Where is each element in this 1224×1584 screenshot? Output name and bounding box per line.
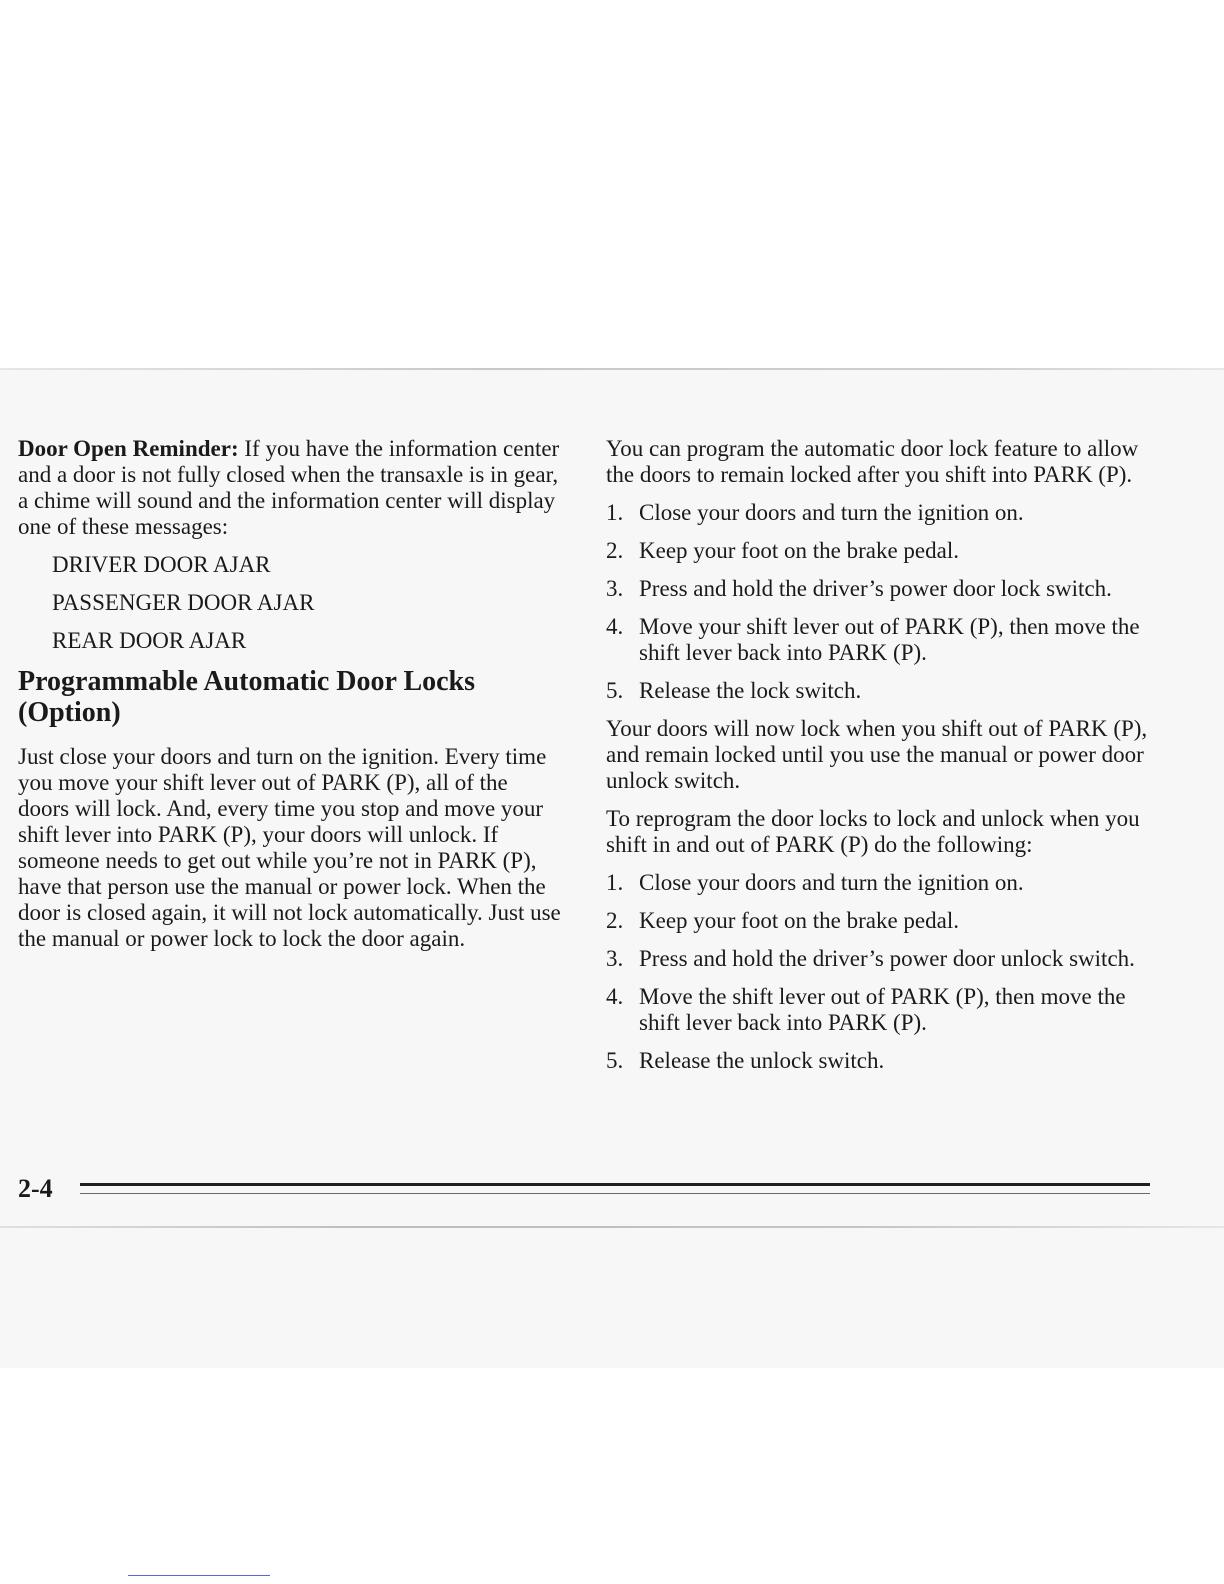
- program-steps-list: [606, 500, 1154, 704]
- list-item: [606, 678, 1154, 704]
- message-driver-door-ajar: DRIVER DOOR AJAR: [52, 552, 271, 577]
- section-heading: Programmable Automatic Door Locks (Option): [18, 666, 476, 728]
- list-item: [606, 538, 1154, 564]
- list-item: [606, 984, 1154, 1036]
- page-number: 2-4: [18, 1174, 53, 1203]
- door-open-reminder-lead: Door Open Reminder:: [18, 436, 239, 461]
- step-text: Keep your foot on the brake pedal.: [639, 538, 959, 563]
- step-text: Move the shift lever out of PARK (P), then move the shift lever back into PARK (P).: [639, 984, 1126, 1035]
- list-item: [606, 614, 1154, 666]
- right-column: [606, 436, 1154, 1086]
- reprogram-intro-paragraph: To reprogram the door locks to lock and unlock when you shift in and out of PARK (P) do the following:: [606, 806, 1140, 857]
- program-intro-paragraph: You can program the automatic door lock feature to allow the doors to remain locked after you shift into PARK (P).: [606, 436, 1139, 487]
- message-passenger-door-ajar: PASSENGER DOOR AJAR: [52, 590, 315, 615]
- step-number: 3.: [606, 946, 624, 971]
- step-text: Press and hold the driver’s power door lock switch.: [639, 576, 1112, 601]
- step-number: 5.: [606, 1048, 624, 1073]
- list-item: [606, 946, 1154, 972]
- section-body-paragraph: Just close your doors and turn on the ignition. Every time you move your shift lever out of PARK (P), all of the doors will lock. And, every time you stop and move your shift lever into PARK (P), your doors will unlock. If someone needs to get out while you’re not in PARK (P), have that person use the manual or power lock. When the door is closed again, it will not lock automatically. Just use the manual or power lock to lock the door again.: [18, 744, 561, 951]
- band-bottom-rule: [0, 1226, 1224, 1228]
- bottom-underline: [128, 1575, 270, 1576]
- step-text: Move your shift lever out of PARK (P), then move the shift lever back into PARK (P).: [639, 614, 1140, 665]
- band-top-rule: [0, 368, 1224, 370]
- step-text: Close your doors and turn the ignition on.: [639, 870, 1024, 895]
- step-number: 5.: [606, 678, 624, 703]
- reprogram-steps-list: [606, 870, 1154, 1074]
- step-number: 1.: [606, 500, 624, 525]
- step-number: 1.: [606, 870, 624, 895]
- door-open-reminder-paragraph: [18, 436, 563, 540]
- step-number: 3.: [606, 576, 624, 601]
- step-number: 4.: [606, 984, 624, 1009]
- step-number: 2.: [606, 538, 624, 563]
- list-item: [606, 576, 1154, 602]
- step-text: Release the unlock switch.: [639, 1048, 885, 1073]
- list-item: [606, 870, 1154, 896]
- step-number: 2.: [606, 908, 624, 933]
- message-rear-door-ajar: REAR DOOR AJAR: [52, 628, 247, 653]
- left-column: [18, 436, 563, 964]
- step-text: Keep your foot on the brake pedal.: [639, 908, 959, 933]
- list-item: [606, 500, 1154, 526]
- list-item: [606, 908, 1154, 934]
- door-open-reminder-body: If you have the information center and a door is not fully closed when the transaxle is in gear, a chime will sound and the information center will display one of these messages:: [18, 436, 560, 539]
- step-text: Close your doors and turn the ignition on.: [639, 500, 1024, 525]
- step-text: Press and hold the driver’s power door unlock switch.: [639, 946, 1135, 971]
- step-number: 4.: [606, 614, 624, 639]
- list-item: [606, 1048, 1154, 1074]
- footer-rule: [80, 1183, 1150, 1194]
- locked-result-paragraph: Your doors will now lock when you shift out of PARK (P), and remain locked until you use the manual or power door unlock switch.: [606, 716, 1148, 793]
- step-text: Release the lock switch.: [639, 678, 862, 703]
